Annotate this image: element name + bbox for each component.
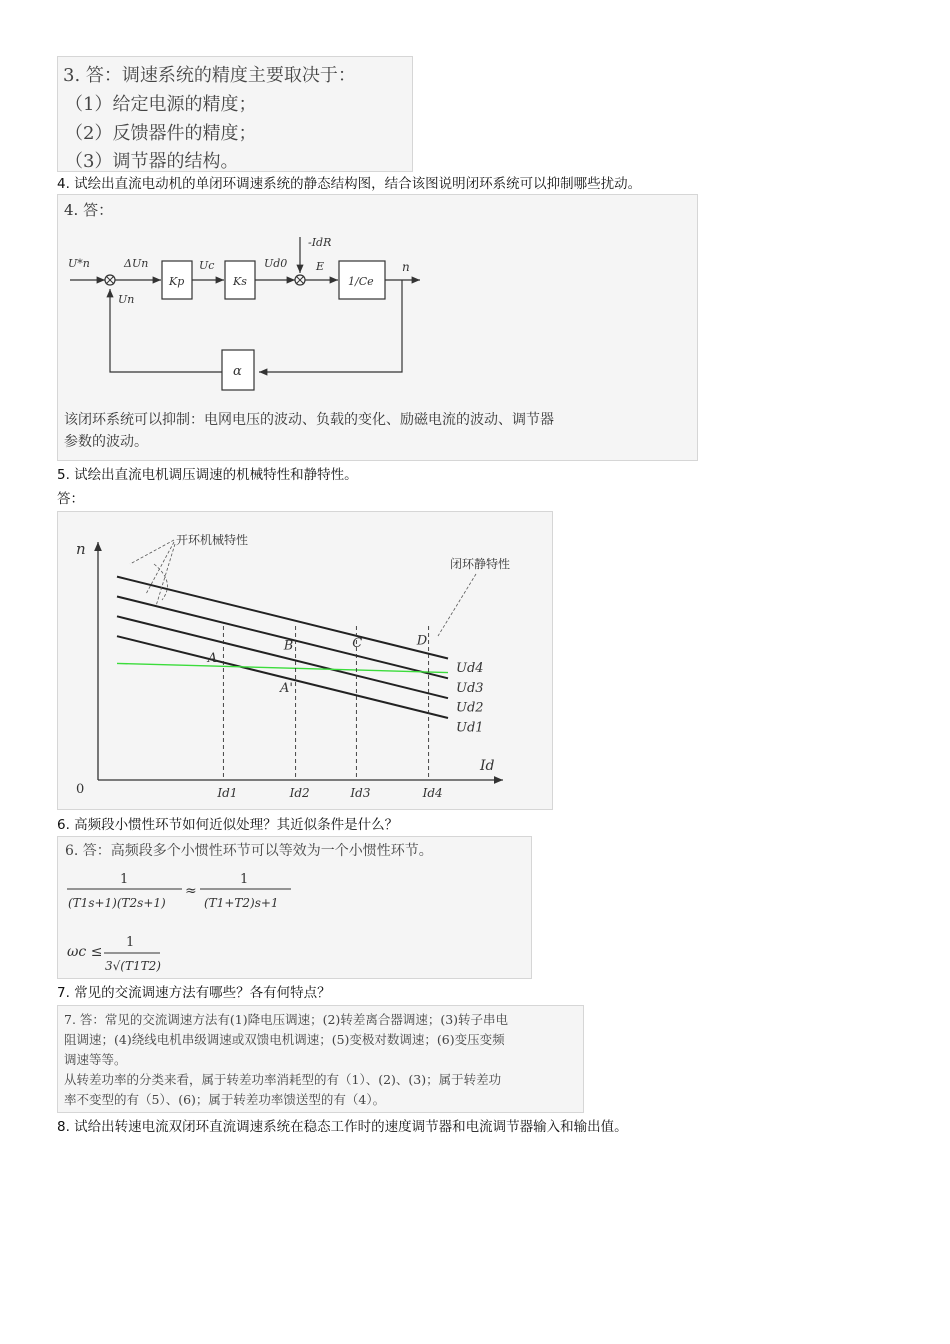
operating-point-label: A' [280,680,293,696]
label-un: Un [118,293,135,306]
label-kp: Kp [169,275,185,288]
operating-point-label: D [416,633,428,649]
question-7: 7. 常见的交流调速方法有哪些？各有何特点？ [57,985,331,1001]
origin-label: 0 [76,782,85,797]
answer6-panel [57,836,532,979]
series-line-ud3 [117,596,448,678]
label-disturbance: -IdR [308,236,332,249]
series-line-closed-loop [117,663,448,672]
label-alpha: α [233,364,242,379]
label-ks: Ks [233,275,247,288]
question-4: 4. 试绘出直流电动机的单闭环调速系统的静态结构图，结合该图说明闭环系统可以抑制哪些扰动。 [57,176,642,192]
label-motor: 1/Ce [348,275,374,288]
answer7-line: 调速等等。 [64,1052,127,1067]
answer4-line: 参数的波动。 [64,434,148,450]
answer5-panel [57,511,553,810]
y-axis-label: n [76,540,86,558]
formula-den-right: (T1+T2)s+1 [204,896,279,910]
characteristics-chart [58,512,554,811]
question-5: 5. 试绘出直流电机调压调速的机械特性和静特性。 [57,467,358,483]
label-input: U*n [68,257,90,270]
question-8: 8. 试给出转速电流双闭环直流调速系统在稳态工作时的速度调节器和电流调节器输入和输出值。 [57,1119,628,1135]
label-n: n [402,260,410,274]
annotation-closed-loop: 闭环静特性 [450,557,511,571]
answer6-head: 6. 答：高频段多个小惯性环节可以等效为一个小惯性环节。 [65,843,433,859]
formula-num-left: 1 [120,872,129,887]
operating-point-label: C [352,636,363,652]
x-tick-label: Id1 [217,786,238,800]
answer3-line: 3. 答：调速系统的精度主要取决于： [63,65,356,86]
answer7-line: 7. 答：常见的交流调速方法有(1)降电压调速；(2)转差离合器调速；(3)转子串电 [64,1012,509,1027]
condition-left: ωc ≤ [67,944,103,960]
block-diagram [58,195,699,462]
label-e: E [316,260,325,273]
formula-approx: ≈ [185,883,197,899]
question-6: 6. 高频段小惯性环节如何近似处理？其近似条件是什么？ [57,817,399,833]
label-uc: Uc [199,259,215,272]
x-tick-label: Id3 [350,786,371,800]
condition-den: 3√(T1T2) [105,959,161,973]
answer7-panel [57,1005,584,1113]
formula-num-right: 1 [240,872,249,887]
series-label-ud4: Ud4 [456,660,484,676]
operating-point-label: A [207,651,218,666]
x-tick-label: Id2 [289,786,310,800]
answer3-line: （2）反馈器件的精度； [65,123,257,144]
series-label-ud2: Ud2 [456,700,484,716]
answer4-head: 4. 答： [64,201,114,219]
x-tick-label: Id4 [422,786,443,800]
answer4-line: 该闭环系统可以抑制：电网电压的波动、负载的变化、励磁电流的波动、调节器 [64,412,554,428]
answer7-line: 从转差功率的分类来看，属于转差功率消耗型的有（1）、(2)、(3)；属于转差功 [64,1072,502,1087]
answer4-panel [57,194,698,461]
x-axis-label: Id [480,758,495,774]
annotation-open-loop: 开环机械特性 [176,533,249,547]
formula-den-left: (T1s+1)(T2s+1) [68,896,166,910]
series-label-ud3: Ud3 [456,680,484,696]
condition-num: 1 [126,935,135,950]
answer3-line: （3）调节器的结构。 [65,151,239,172]
answer7-line: 率不变型的有（5）、(6)；属于转差功率馈送型的有（4）。 [64,1092,386,1107]
operating-point-label: B [283,638,294,654]
series-line-ud1 [117,633,448,718]
label-ud0: Ud0 [264,257,288,270]
label-delta-un: ΔUn [124,257,149,270]
answer3-line: （1）给定电源的精度； [65,94,257,115]
answer3-panel [57,56,413,172]
answer7-line: 阻调速；(4)绕线电机串级调速或双馈电机调速；(5)变极对数调速；(6)变压变频 [64,1032,505,1047]
formula [58,837,533,980]
answer5-head: 答： [57,491,84,507]
series-line-ud4 [117,577,448,659]
series-label-ud1: Ud1 [456,720,484,736]
